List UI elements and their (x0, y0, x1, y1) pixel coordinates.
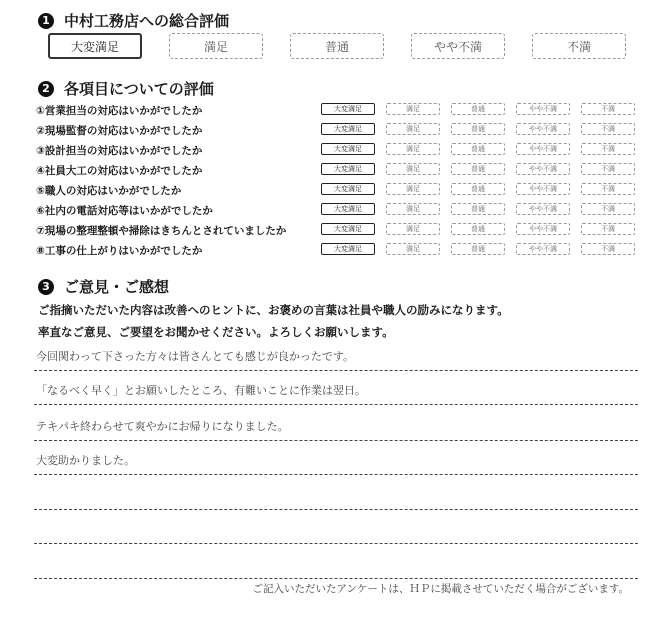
item-label: ②現場監督の対応はいかがでしたか (36, 125, 203, 137)
comment-text: 今回関わって下さった方々は皆さんとても感じが良かったです。 (36, 350, 355, 363)
item-option-5[interactable]: 不満 (581, 103, 635, 115)
overall-option-4[interactable]: やや不満 (411, 33, 505, 59)
item-option-3[interactable]: 普通 (451, 183, 505, 195)
item-option-2[interactable]: 満足 (386, 163, 440, 175)
item-option-3[interactable]: 普通 (451, 223, 505, 235)
item-label: ①営業担当の対応はいかがでしたか (36, 105, 203, 117)
intro-line-1: ご指摘いただいた内容は改善へのヒントに、お褒めの言葉は社員や職人の励みになります。 (38, 303, 509, 317)
item-option-3[interactable]: 普通 (451, 243, 505, 255)
item-label: ④社員大工の対応はいかがでしたか (36, 165, 203, 177)
item-option-4[interactable]: やや不満 (516, 243, 570, 255)
item-option-5[interactable]: 不満 (581, 123, 635, 135)
item-option-4[interactable]: やや不満 (516, 123, 570, 135)
section3-title: ご意見・ご感想 (64, 278, 170, 296)
item-option-1[interactable]: 大変満足 (321, 243, 375, 255)
item-row (36, 123, 646, 137)
item-row (36, 223, 646, 237)
item-option-2[interactable]: 満足 (386, 203, 440, 215)
item-option-1[interactable]: 大変満足 (321, 103, 375, 115)
item-option-1[interactable]: 大変満足 (321, 223, 375, 235)
item-option-1[interactable]: 大変満足 (321, 183, 375, 195)
item-option-4[interactable]: やや不満 (516, 223, 570, 235)
item-option-4[interactable]: やや不満 (516, 203, 570, 215)
item-row (36, 243, 646, 257)
item-option-3[interactable]: 普通 (451, 163, 505, 175)
item-option-2[interactable]: 満足 (386, 183, 440, 195)
item-option-1[interactable]: 大変満足 (321, 163, 375, 175)
item-row (36, 203, 646, 217)
item-option-5[interactable]: 不満 (581, 183, 635, 195)
overall-option-1[interactable]: 大変満足 (48, 33, 142, 59)
section2-heading (38, 78, 214, 99)
item-option-5[interactable]: 不満 (581, 203, 635, 215)
comment-line (34, 452, 638, 475)
comment-text: 大変助かりました。 (36, 454, 135, 467)
comment-line (34, 521, 638, 544)
item-label: ⑧工事の仕上がりはいかがでしたか (36, 245, 203, 257)
item-row (36, 103, 646, 117)
item-option-1[interactable]: 大変満足 (321, 123, 375, 135)
section1-heading (38, 10, 229, 31)
comment-text: テキパキ終わらせて爽やかにお帰りになりました。 (36, 420, 289, 433)
item-option-4[interactable]: やや不満 (516, 183, 570, 195)
item-label: ③設計担当の対応はいかがでしたか (36, 145, 203, 157)
item-option-3[interactable]: 普通 (451, 203, 505, 215)
item-option-3[interactable]: 普通 (451, 123, 505, 135)
item-option-2[interactable]: 満足 (386, 103, 440, 115)
overall-rating-group (48, 33, 628, 61)
overall-option-2[interactable]: 満足 (169, 33, 263, 59)
section3-number: 3 (38, 279, 54, 295)
item-option-5[interactable]: 不満 (581, 143, 635, 155)
item-label: ⑥社内の電話対応等はいかがでしたか (36, 205, 213, 217)
item-option-2[interactable]: 満足 (386, 143, 440, 155)
footer-note: ご記入いただいたアンケートは、ＨＰに掲載させていただく場合がございます。 (252, 583, 629, 595)
item-option-5[interactable]: 不満 (581, 243, 635, 255)
item-option-1[interactable]: 大変満足 (321, 143, 375, 155)
section3-heading (38, 276, 169, 297)
item-option-2[interactable]: 満足 (386, 223, 440, 235)
comment-text: 「なるべく早く」とお願いしたところ、有難いことに作業は翌日。 (36, 384, 366, 397)
section1-title: 中村工務店への総合評価 (64, 12, 230, 30)
item-option-4[interactable]: やや不満 (516, 143, 570, 155)
item-label: ⑦現場の整理整頓や掃除はきちんとされていましたか (36, 225, 287, 237)
overall-option-5[interactable]: 不満 (532, 33, 626, 59)
section2-number: 2 (38, 81, 54, 97)
item-row (36, 183, 646, 197)
section2-title: 各項目についての評価 (64, 80, 214, 98)
comment-line (34, 348, 638, 371)
comment-line (34, 487, 638, 510)
item-option-1[interactable]: 大変満足 (321, 203, 375, 215)
intro-line-2: 率直なご意見、ご要望をお聞かせください。よろしくお願いします。 (38, 325, 394, 339)
item-option-5[interactable]: 不満 (581, 163, 635, 175)
comment-line (34, 418, 638, 441)
item-option-5[interactable]: 不満 (581, 223, 635, 235)
comment-line (34, 556, 638, 579)
comment-line (34, 382, 638, 405)
item-option-3[interactable]: 普通 (451, 143, 505, 155)
overall-option-3[interactable]: 普通 (290, 33, 384, 59)
item-row (36, 163, 646, 177)
item-label: ⑤職人の対応はいかがでしたか (36, 185, 182, 197)
item-option-2[interactable]: 満足 (386, 243, 440, 255)
item-option-4[interactable]: やや不満 (516, 103, 570, 115)
item-option-4[interactable]: やや不満 (516, 163, 570, 175)
section1-number: 1 (38, 13, 54, 29)
item-option-3[interactable]: 普通 (451, 103, 505, 115)
item-row (36, 143, 646, 157)
item-option-2[interactable]: 満足 (386, 123, 440, 135)
